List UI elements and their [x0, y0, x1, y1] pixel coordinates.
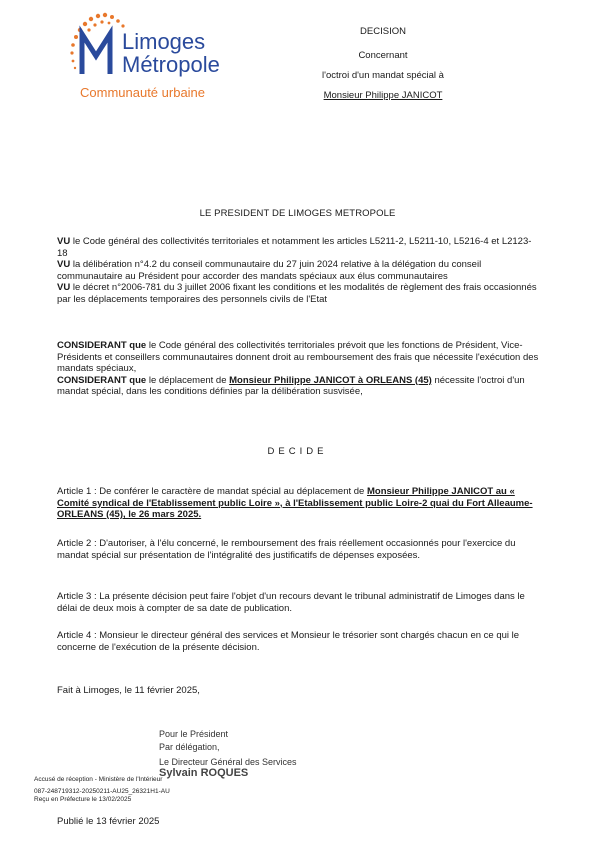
- logo-tagline: Communauté urbaine: [80, 85, 206, 100]
- prefecture-stamp: [34, 776, 170, 805]
- vu-lead: VU: [57, 236, 71, 247]
- considerant-lead: CONSIDERANT que: [57, 374, 147, 386]
- article-2: Article 2 : D'autoriser, à l'élu concerné, le remboursement des frais réellement occasionnés pour l'exercice du mandat spécial sur présentation de l'intégralité des justificatifs de dépenses exposées.: [57, 538, 516, 561]
- stamp-line-3: Reçu en Préfecture le 13/02/2025: [34, 796, 132, 803]
- article-4: Article 4 : Monsieur le directeur général des services et Monsieur le trésorier sont chargés chacun en ce qui le concerne de l'exécution de la présente décision.: [57, 630, 520, 653]
- considerant-text: nécessite l'octroi d'un mandat spécial, dans les conditions définies par la délibération susvisée,: [57, 374, 525, 397]
- signature-name: Sylvain ROQUES: [159, 767, 249, 779]
- considerant-1: [57, 340, 539, 375]
- signature-line-2: Par délégation,: [159, 742, 220, 752]
- publie-le: Publié le 13 février 2025: [57, 816, 160, 827]
- considerant-text: le Code général des collectivités territoriales prévoit que les fonctions de Président, Vice-Présidents et conseillers communautaires donnent droit au remboursement des frais que nécessite l'exécution des mandats spéciaux,: [57, 340, 539, 374]
- article-1-text: Article 1 : De conférer le caractère de mandat spécial au déplacement de: [57, 486, 367, 497]
- page-title: LE PRESIDENT DE LIMOGES METROPOLE: [199, 208, 396, 219]
- vu-lead: VU: [57, 282, 71, 293]
- article-1: [57, 486, 539, 521]
- header-objet: l'octroi d'un mandat spécial à: [322, 70, 444, 81]
- considerant-block: [57, 340, 539, 398]
- vu-text: le Code général des collectivités territoriales et notamment les articles L5211-2, L5211-10, L5216-4 et L2123-18: [57, 236, 532, 259]
- logo-line-1: Limoges: [122, 29, 206, 54]
- signature-line-3: Le Directeur Général des Services: [159, 757, 297, 767]
- vu-2: [57, 259, 539, 282]
- article-1-highlight: Monsieur Philippe JANICOT au « Comité syndical de l'Etablissement public Loire », à l'Etablissement public Loire-2 quai du Fort Alleaume-ORLEANS (45), le 26 mars 2025.: [57, 486, 533, 520]
- vu-text: le décret n°2006-781 du 3 juillet 2006 fixant les conditions et les modalités de règlement des frais occasionnés par les déplacements temporaires des personnels civils de l'Etat: [57, 282, 537, 305]
- vu-1: [57, 236, 539, 259]
- logo-line-2: Métropole: [122, 52, 220, 77]
- header-beneficiaire: Monsieur Philippe JANICOT: [323, 90, 443, 101]
- logo-dots: [70, 13, 124, 69]
- header-decision: DECISION: [360, 26, 406, 37]
- considerant-2: [57, 375, 539, 398]
- considerant-highlight: Monsieur Philippe JANICOT à ORLEANS (45): [229, 374, 432, 386]
- signature-line-1: Pour le Président: [159, 729, 229, 739]
- vu-text: la délibération n°4.2 du conseil communautaire du 27 juin 2024 relative à la délégation du conseil communautaire au Président pour accorder des mandats spéciaux aux élus communautaires: [57, 259, 482, 282]
- vu-lead: VU: [57, 259, 71, 270]
- stamp-line-2: 087-248719312-20250211-AU25_26321H1-AU: [34, 787, 170, 795]
- article-3: Article 3 : La présente décision peut faire l'objet d'un recours devant le tribunal administratif de Limoges dans le délai de deux mois à compter de sa date de publication.: [57, 591, 525, 614]
- considerant-text: le déplacement de: [146, 374, 230, 386]
- logo-big-m: [82, 34, 110, 74]
- fait-a-limoges: Fait à Limoges, le 11 février 2025,: [57, 685, 200, 696]
- considerant-lead: CONSIDERANT que: [57, 340, 147, 351]
- vu-3: [57, 282, 539, 305]
- decide-heading: DECIDE: [267, 446, 328, 457]
- vu-block: [57, 236, 539, 305]
- header-concernant: Concernant: [358, 50, 408, 61]
- stamp-line-1: Accusé de réception - Ministère de l'Intérieur: [34, 776, 163, 783]
